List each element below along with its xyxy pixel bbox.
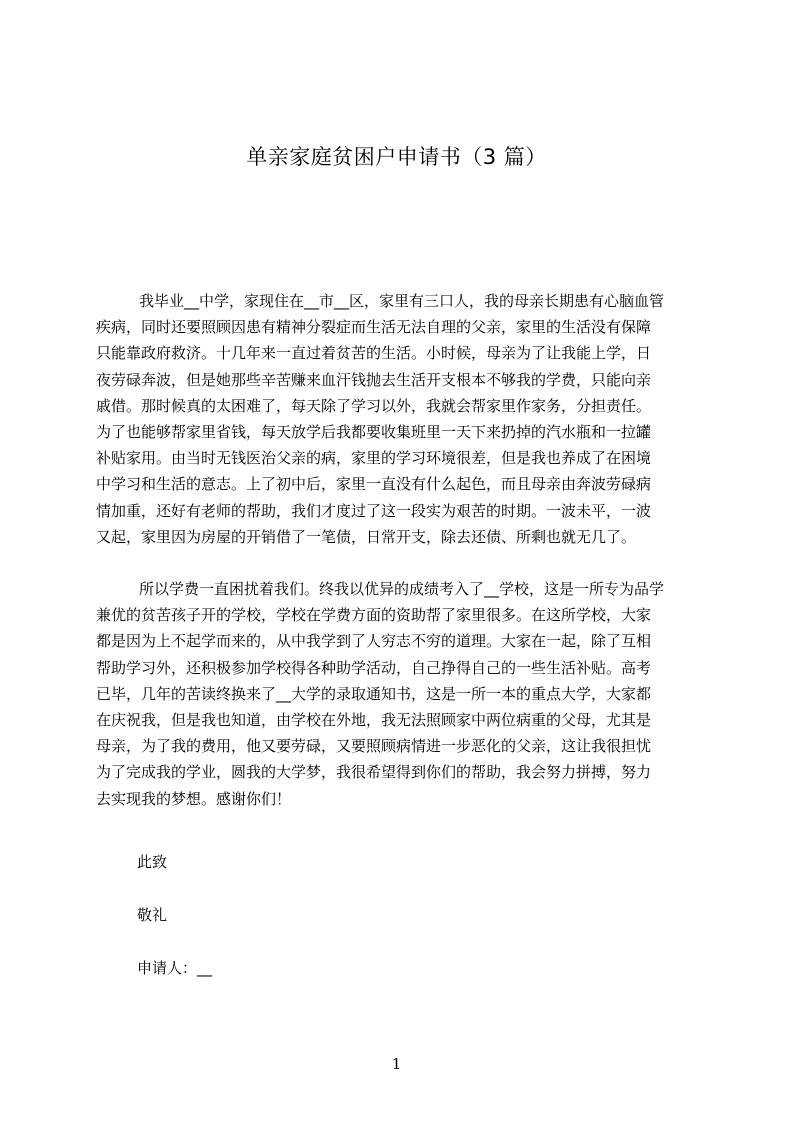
text-line: 都是因为上不起学而来的，从中我学到了人穷志不穷的道理。大家在一起，除了互相	[96, 632, 652, 651]
text-line: 戚借。那时候真的太困难了，每天除了学习以外，我就会帮家里作家务，分担责任。	[96, 396, 652, 415]
text-line: 中学习和生活的意志。上了初中后，家里一直没有什么起色，而且母亲由奔波劳碌病	[96, 475, 652, 494]
text-line: 夜劳碌奔波，但是她那些辛苦赚来血汗钱抛去生活开支根本不够我的学费，只能向亲	[96, 370, 652, 389]
text-line: 补贴家用。由当时无钱医治父亲的病，家里的学习环境很差，但是我也养成了在困境	[96, 449, 652, 468]
document-title: 单亲家庭贫困户申请书（3 篇）	[246, 145, 547, 169]
paragraph-1	[96, 288, 716, 550]
text-line: 母亲，为了我的费用，他又要劳碌，又要照顾病情进一步恶化的父亲，这让我很担忧	[96, 737, 652, 756]
text-line: 去实现我的梦想。感谢你们！	[96, 789, 292, 808]
text-line: 只能靠政府救济。十几年来一直过着贫苦的生活。小时候，母亲为了让我能上学，日	[96, 344, 652, 363]
closing-regards: 敬礼	[137, 906, 168, 924]
text-line: 帮助学习外，还积极参加学校得各种助学活动，自己挣得自己的一些生活补贴。高考	[96, 658, 652, 677]
text-line: 所以学费一直困扰着我们。终我以优异的成绩考入了__学校，这是一所专为品学	[139, 580, 665, 598]
text-line: 兼优的贫苦孩子开的学校，学校在学费方面的资助帮了家里很多。在这所学校，大家	[96, 606, 652, 625]
text-line: 疾病，同时还要照顾因患有精神分裂症而生活无法自理的父亲，家里的生活没有保障	[96, 318, 652, 337]
closing-salutation: 此致	[137, 853, 168, 871]
text-line: 在庆祝我，但是我也知道，由学校在外地，我无法照顾家中两位病重的父母，尤其是	[96, 710, 652, 729]
text-line: 已毕，几年的苦读终换来了__大学的录取通知书，这是一所一本的重点大学，大家都	[96, 684, 652, 703]
paragraph-2	[96, 576, 716, 812]
page-number: 1	[391, 1055, 402, 1073]
text-line: 情加重，还好有老师的帮助，我们才度过了这一段实为艰苦的时期。一波未平，一波	[96, 501, 652, 520]
text-line: 为了完成我的学业，圆我的大学梦，我很希望得到你们的帮助，我会努力拼搏，努力	[96, 763, 652, 782]
text-line: 我毕业__中学，家现住在__市__区，家里有三口人，我的母亲长期患有心脑血管	[139, 292, 665, 310]
text-line: 为了也能够帮家里省钱，每天放学后我都要收集班里一天下来扔掉的汽水瓶和一拉罐	[96, 422, 652, 441]
applicant-signature-line: 申请人：__	[137, 959, 213, 977]
text-line: 又起，家里因为房屋的开销借了一笔债，日常开支，除去还债、所剩也就无几了。	[96, 527, 637, 546]
